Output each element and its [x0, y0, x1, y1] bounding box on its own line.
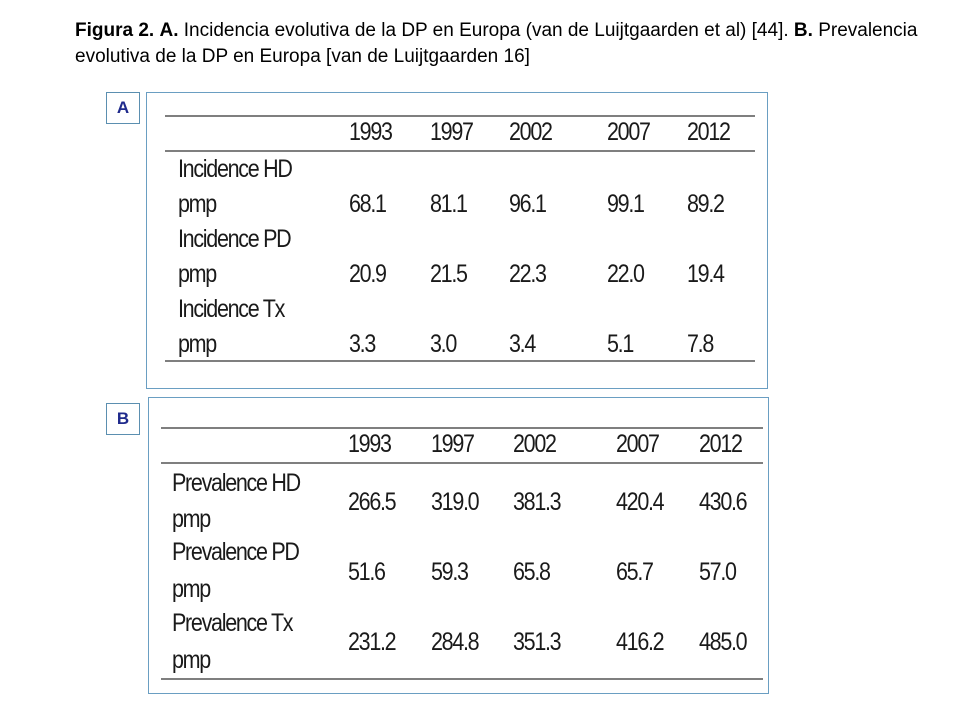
table-cell: 485.0 [699, 628, 747, 656]
year-header: 2002 [509, 118, 552, 146]
table-bottom-rule [165, 360, 755, 362]
table-cell: 19.4 [687, 260, 724, 288]
panel-a [146, 92, 768, 389]
year-header: 1993 [349, 118, 392, 146]
table-cell: 351.3 [513, 628, 561, 656]
table-cell: 65.8 [513, 558, 550, 586]
row-label: Incidence PD [178, 225, 291, 253]
row-unit: pmp [178, 260, 216, 288]
table-cell: 3.0 [430, 330, 457, 358]
year-header: 1997 [430, 118, 473, 146]
table-cell: 3.3 [349, 330, 376, 358]
table-cell: 319.0 [431, 488, 479, 516]
table-cell: 99.1 [607, 190, 644, 218]
incidence-table [147, 93, 767, 388]
prevalence-table [149, 398, 768, 693]
panel-b [148, 397, 769, 694]
table-cell: 65.7 [616, 558, 653, 586]
table-cell: 21.5 [430, 260, 467, 288]
table-cell: 22.0 [607, 260, 644, 288]
row-unit: pmp [172, 575, 210, 603]
year-header: 2007 [616, 430, 659, 458]
table-cell: 416.2 [616, 628, 664, 656]
table-cell: 231.2 [348, 628, 396, 656]
table-cell: 57.0 [699, 558, 736, 586]
caption-b-label: B. [793, 20, 813, 41]
panel-b-label: B [106, 403, 140, 435]
year-header: 2007 [607, 118, 650, 146]
table-cell: 7.8 [687, 330, 714, 358]
table-top-rule [161, 427, 763, 429]
table-cell: 59.3 [431, 558, 468, 586]
table-cell: 420.4 [616, 488, 664, 516]
row-label: Prevalence HD [172, 469, 300, 497]
table-cell: 5.1 [607, 330, 634, 358]
table-cell: 96.1 [509, 190, 546, 218]
row-unit: pmp [172, 646, 210, 674]
table-cell: 381.3 [513, 488, 561, 516]
caption-a-label: A. [159, 20, 179, 41]
row-label: Prevalence Tx [172, 609, 293, 637]
table-header-rule [165, 150, 755, 152]
year-header: 2002 [513, 430, 556, 458]
table-top-rule [165, 115, 755, 117]
table-cell: 22.3 [509, 260, 546, 288]
table-cell: 81.1 [430, 190, 467, 218]
row-unit: pmp [172, 505, 210, 533]
caption-a-text: Incidencia evolutiva de la DP en Europa (van de Luijtgaarden et al) [44]. [183, 20, 789, 41]
row-label: Incidence Tx [178, 295, 285, 323]
year-header: 1993 [348, 430, 391, 458]
year-header: 1997 [431, 430, 474, 458]
table-cell: 284.8 [431, 628, 479, 656]
table-cell: 51.6 [348, 558, 385, 586]
table-cell: 68.1 [349, 190, 386, 218]
table-header-rule [161, 462, 763, 464]
row-unit: pmp [178, 330, 216, 358]
caption-figure-label: Figura 2. [75, 20, 155, 41]
panel-a-label: A [106, 92, 140, 124]
table-cell: 89.2 [687, 190, 724, 218]
year-header: 2012 [687, 118, 730, 146]
table-cell: 430.6 [699, 488, 747, 516]
row-label: Incidence HD [178, 155, 292, 183]
table-bottom-rule [161, 678, 763, 680]
table-cell: 3.4 [509, 330, 536, 358]
row-label: Prevalence PD [172, 538, 299, 566]
caption-b-text: Prevalencia evolutiva de la DP en Europa [van de Luijtgaarden 16] [75, 20, 918, 67]
table-cell: 20.9 [349, 260, 386, 288]
table-cell: 266.5 [348, 488, 396, 516]
year-header: 2012 [699, 430, 742, 458]
figure-caption [75, 18, 935, 70]
row-unit: pmp [178, 190, 216, 218]
